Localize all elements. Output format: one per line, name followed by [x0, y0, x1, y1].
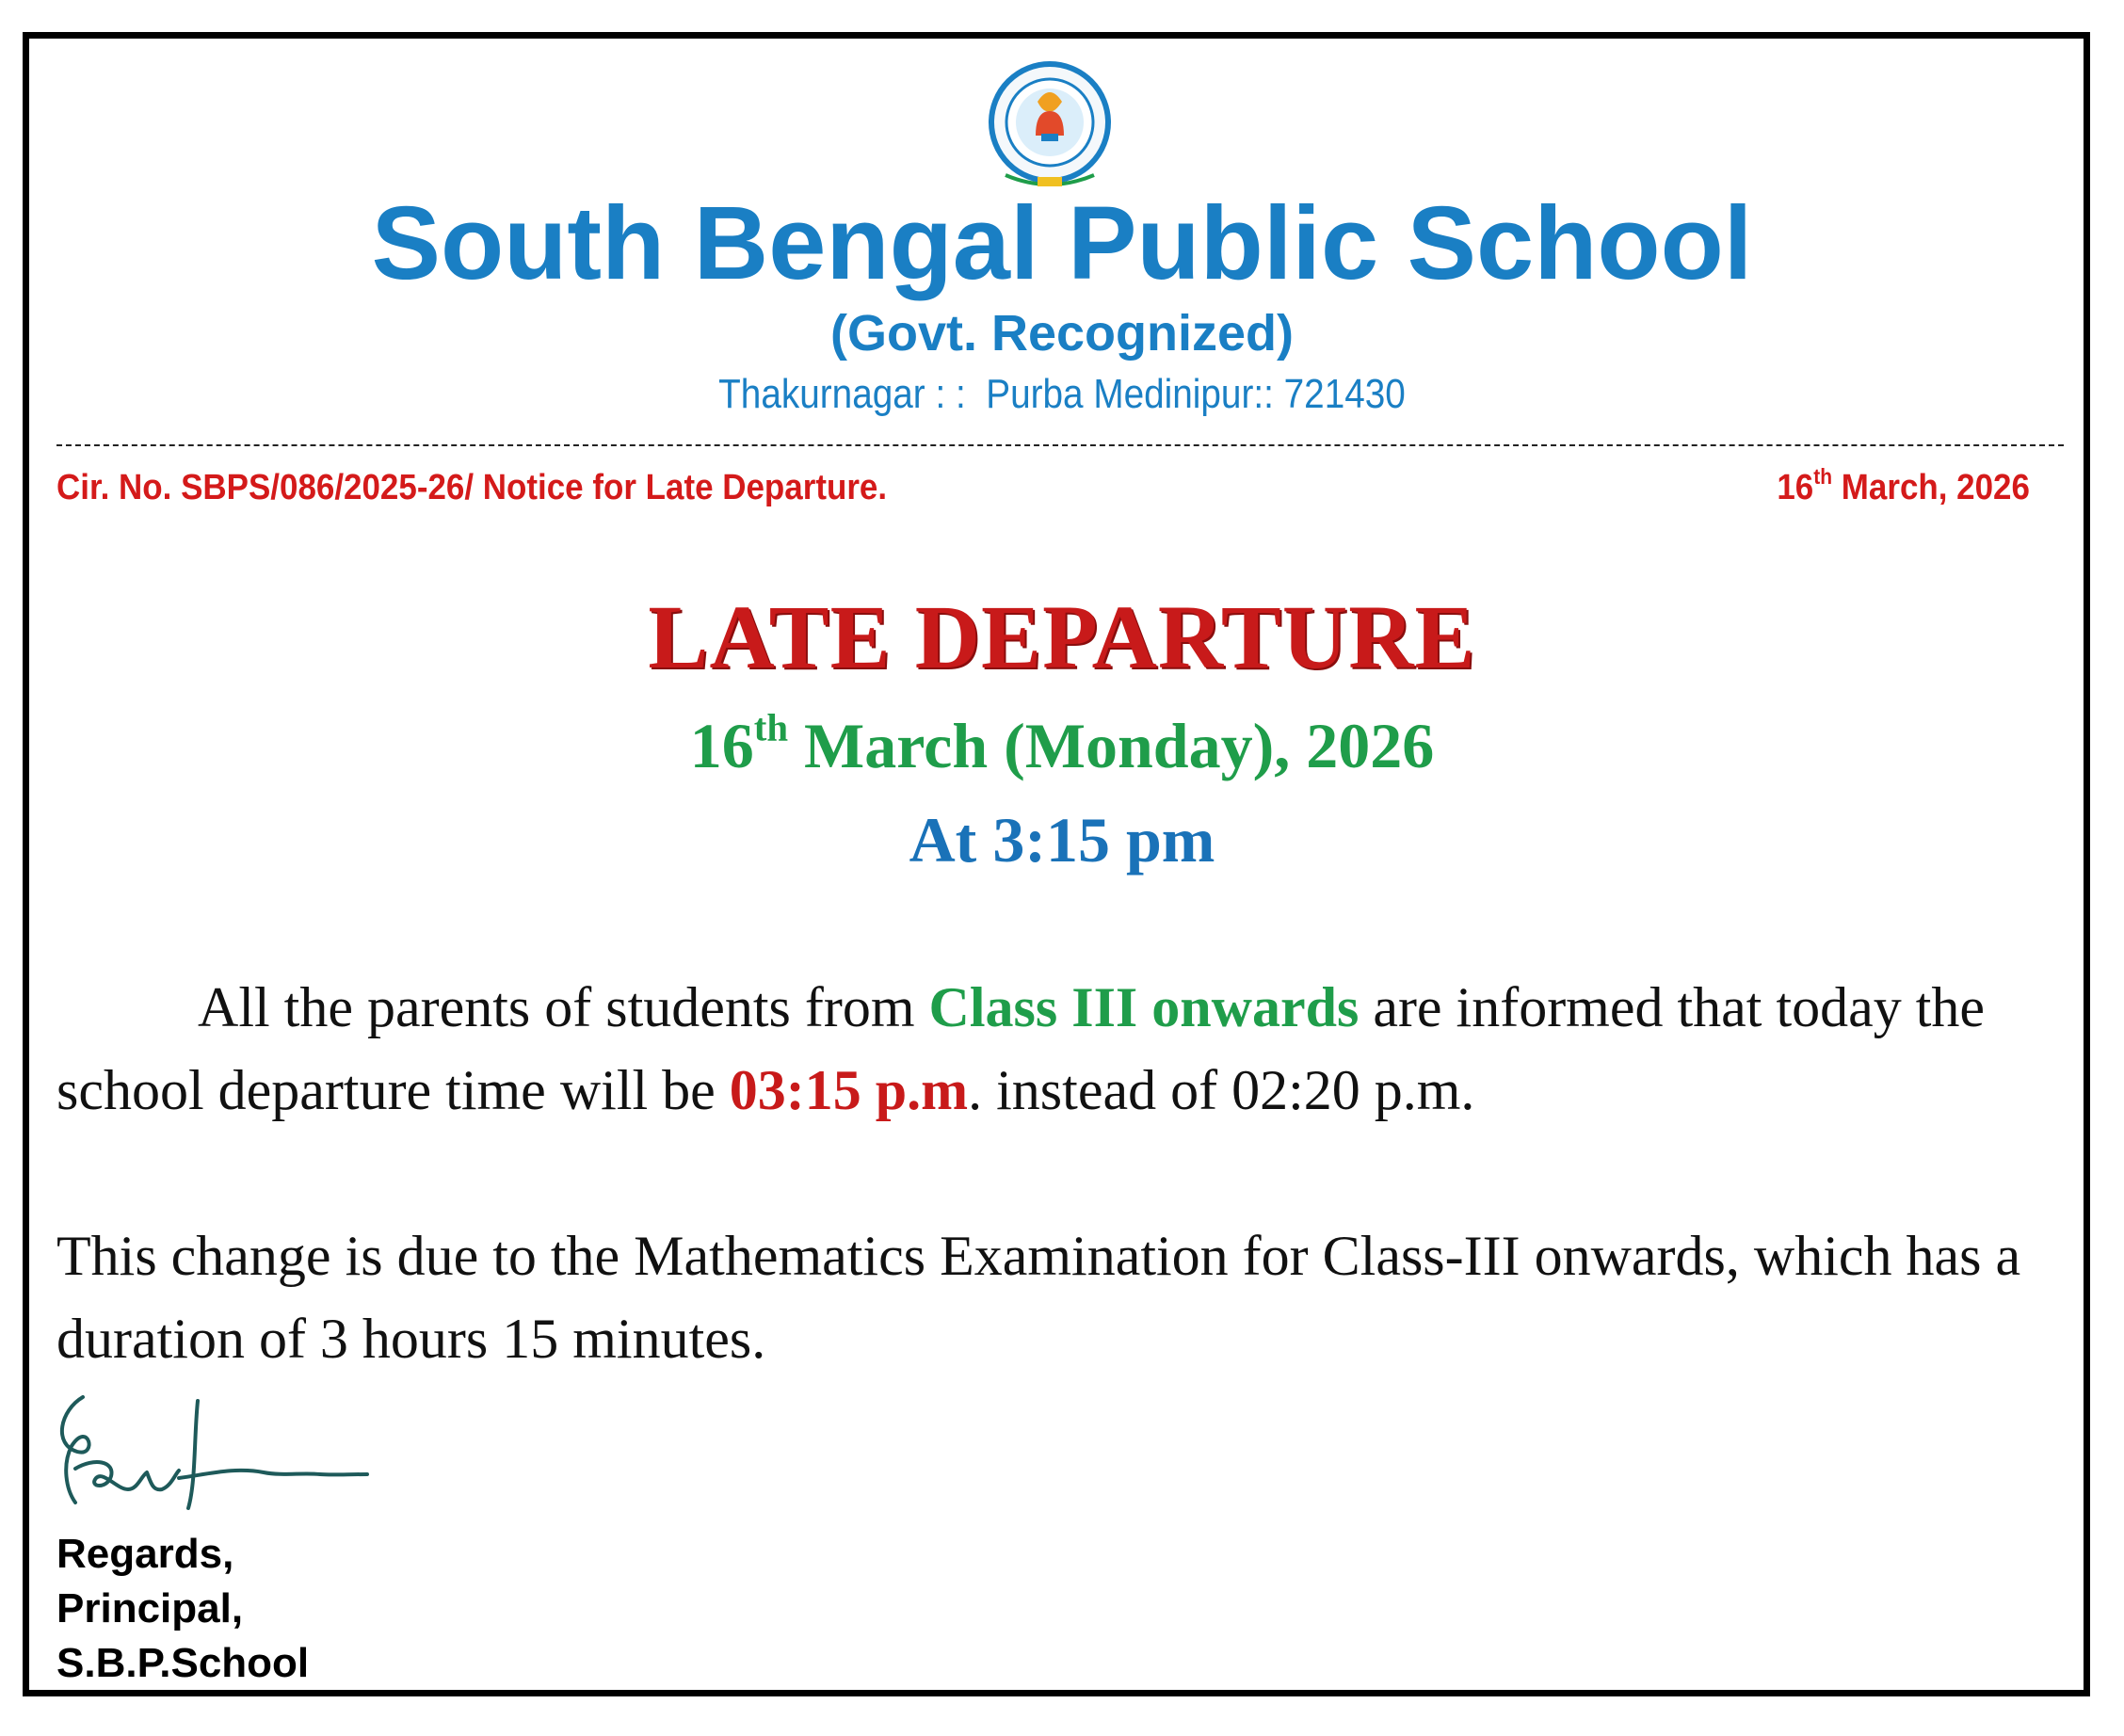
- circular-date-rest: March, 2026: [1832, 468, 2030, 507]
- para1-highlight-classes: Class III onwards: [928, 976, 1360, 1038]
- para1-text-2: are informed that today the school departure time will be: [56, 976, 1986, 1121]
- principal-signature: [47, 1391, 386, 1523]
- school-logo-icon: [979, 55, 1120, 196]
- notice-headline: LATE DEPARTURE: [648, 587, 1476, 687]
- circular-date-day: 16: [1777, 468, 1814, 507]
- event-date-day: 16: [689, 710, 754, 781]
- circular-date: [1777, 465, 2030, 510]
- school-name: South Bengal Public School: [371, 185, 1753, 301]
- signoff-title: Principal,: [56, 1585, 244, 1632]
- notice-paragraph-2: This change is due to the Mathematics Examination for Class-III onwards, which has a duration of 3 hours 15 minutes.: [56, 1225, 2021, 1370]
- header-divider: [56, 444, 2064, 446]
- notice-paragraph-1: [56, 966, 2043, 1132]
- event-date-suffix: th: [753, 706, 789, 749]
- event-time: At 3:15 pm: [909, 804, 1215, 876]
- signoff-block: [56, 1527, 309, 1691]
- recognition-status: (Govt. Recognized): [829, 305, 1294, 362]
- event-date-rest: March (Monday), 2026: [788, 710, 1435, 781]
- school-address: Thakurnagar : : Purba Medinipur:: 721430: [718, 371, 1406, 417]
- para1-text-3: . instead of 02:20 p.m.: [968, 1059, 1475, 1121]
- para1-text-1: All the parents of students from: [198, 976, 929, 1038]
- signoff-school: S.B.P.School: [56, 1640, 310, 1686]
- event-date: [0, 708, 2124, 783]
- circular-number: Cir. No. SBPS/086/2025-26/ Notice for Late Departure.: [56, 468, 888, 507]
- signoff-regards: Regards,: [56, 1531, 234, 1577]
- circular-date-suffix: th: [1813, 464, 1833, 490]
- para1-highlight-time: 03:15 p.m: [729, 1059, 969, 1121]
